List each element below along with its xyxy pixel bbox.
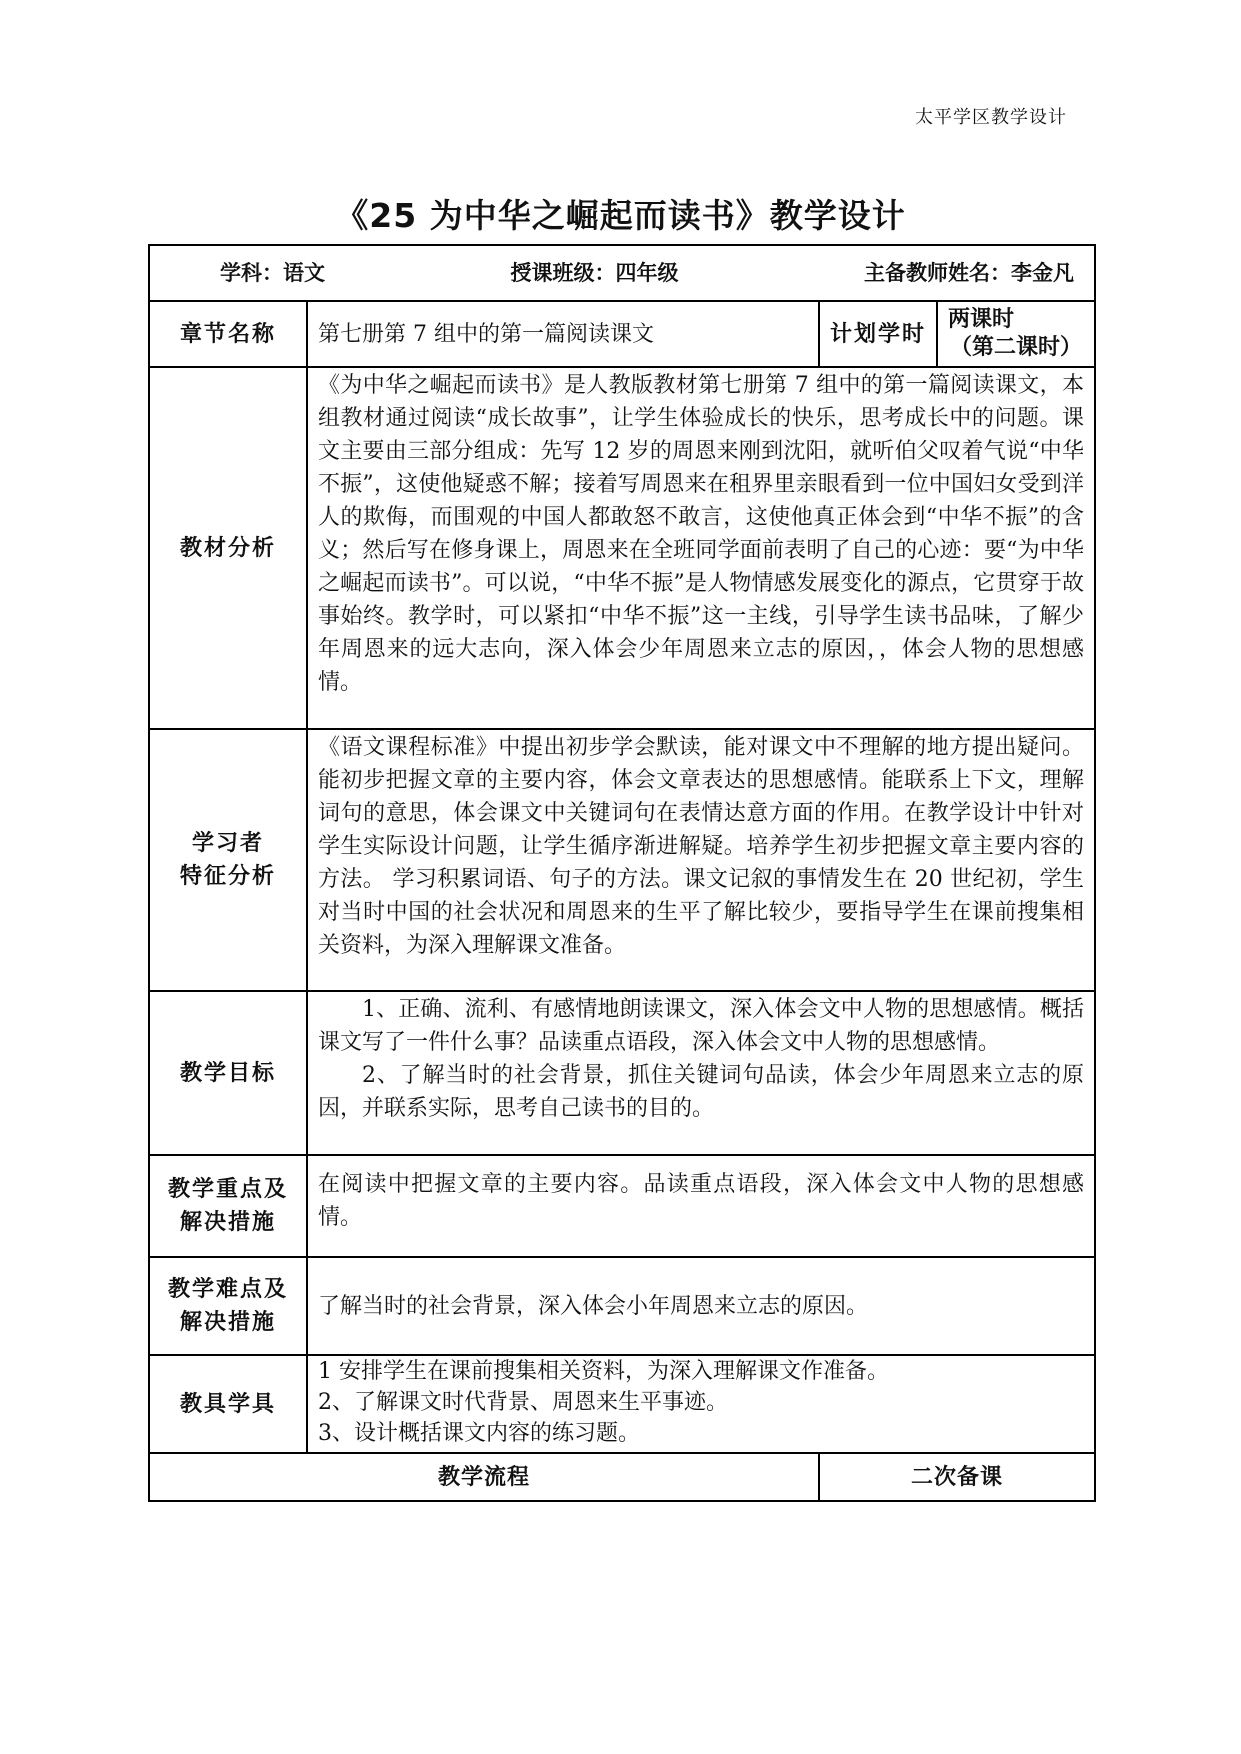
learner-label-line-2: 特征分析 [179, 864, 276, 889]
learner-label [149, 729, 307, 991]
difficulties-text: 了解当时的社会背景，深入体会小年周恩来立志的原因。 [318, 1293, 869, 1319]
difficulties-label-line-2: 解决措施 [179, 1310, 276, 1335]
second-prep-header: 二次备课 [819, 1453, 1095, 1501]
goal-item-1: 1、正确、流利、有感情地朗读课文，深入体会文中人物的思想感情。概括课文写了一件什么事？品读重点语段，深入体会文中人物的思想感情。 [318, 997, 1084, 1055]
material-text: 《为中华之崛起而读书》是人教版教材第七册第 7 组中的第一篇阅读课文，本组教材通过阅读“成长故事”，让学生体验成长的快乐，思考成长中的问题。课文主要由三部分组成：先写 12 岁的周恩来刚到沈阳，就听伯父叹着气说“中华不振”，这使他疑惑不解；接着写周恩来在租界里亲眼看到一位中国妇女受到洋人的欺侮，而围观的中国人都敢怒不敢言，这使他真正体会到“中华不振”的含义；然后写在修身课上，周恩来在全班同学面前表明了自己的心迹：要“为中华之崛起而读书”。可以说，“中华不振”是人物情感发展变化的源点，它贯穿于故事始终。教学时，可以紧扣“中华不振”这一主线，引导学生读书品味，了解少年周恩来的远大志向，深入体会少年周恩来立志的原因，，体会人物的思想感情。 [318, 373, 1084, 695]
teacher-field: 主备教师姓名：李金凡 [864, 260, 1074, 285]
key-points-row [149, 1155, 1095, 1257]
lesson-plan-table [148, 244, 1096, 1502]
material-row [149, 367, 1095, 729]
key-points-label [149, 1155, 307, 1257]
tool-item-3: 3、设计概括课文内容的练习题。 [318, 1421, 640, 1446]
header-row [149, 245, 1095, 301]
plan-hours-label: 计划学时 [819, 301, 937, 367]
learner-label-line-1: 学习者 [191, 831, 264, 856]
document-title: 《25 为中华之崛起而读书》教学设计 [335, 196, 906, 235]
plan-hours-count: 两课时 [948, 307, 1015, 332]
key-points-text: 在阅读中把握文章的主要内容。品读重点语段，深入体会文中人物的思想感情。 [318, 1172, 1084, 1230]
difficulties-label [149, 1257, 307, 1355]
chapter-label: 章节名称 [149, 301, 307, 367]
process-header: 教学流程 [149, 1453, 819, 1501]
tool-item-2: 2、了解课文时代背景、周恩来生平事迹。 [318, 1390, 728, 1415]
subject-field: 学科：语文 [220, 260, 325, 285]
tools-label: 教具学具 [149, 1355, 307, 1453]
plan-hours-value [937, 301, 1095, 367]
process-row [149, 1453, 1095, 1501]
difficulties-row [149, 1257, 1095, 1355]
key-points-label-line-2: 解决措施 [179, 1210, 276, 1235]
goals-label: 教学目标 [149, 991, 307, 1155]
material-label: 教材分析 [149, 367, 307, 729]
header-note: 太平学区教学设计 [915, 107, 1067, 128]
grade-field: 授课班级：四年级 [510, 260, 679, 285]
tools-row [149, 1355, 1095, 1453]
goals-row [149, 991, 1095, 1155]
chapter-row [149, 301, 1095, 367]
learner-text: 《语文课程标准》中提出初步学会默读，能对课文中不理解的地方提出疑问。能初步把握文章的主要内容，体会文章表达的思想感情。能联系上下文，理解词句的意思，体会课文中关键词句在表情达意方面的作用。在教学设计中针对学生实际设计问题，让学生循序渐进解疑。培养学生初步把握文章主要内容的方法。 学习积累词语、句子的方法。课文记叙的事情发生在 20 世纪初，学生对当时中国的社会状况和周恩来的生平了解比较少，要指导学生在课前搜集相关资料，为深入理解课文准备。 [318, 735, 1084, 958]
plan-hours-session: （第二课时） [949, 335, 1082, 360]
goal-item-2: 2、了解当时的社会背景，抓住关键词句品读，体会少年周恩来立志的原因，并联系实际，思考自己读书的目的。 [318, 1063, 1084, 1121]
difficulties-label-line-1: 教学难点及 [167, 1277, 288, 1302]
chapter-value: 第七册第 7 组中的第一篇阅读课文 [307, 301, 819, 367]
learner-row [149, 729, 1095, 991]
tool-item-1: 1 安排学生在课前搜集相关资料，为深入理解课文作准备。 [318, 1359, 889, 1384]
key-points-label-line-1: 教学重点及 [167, 1177, 288, 1202]
